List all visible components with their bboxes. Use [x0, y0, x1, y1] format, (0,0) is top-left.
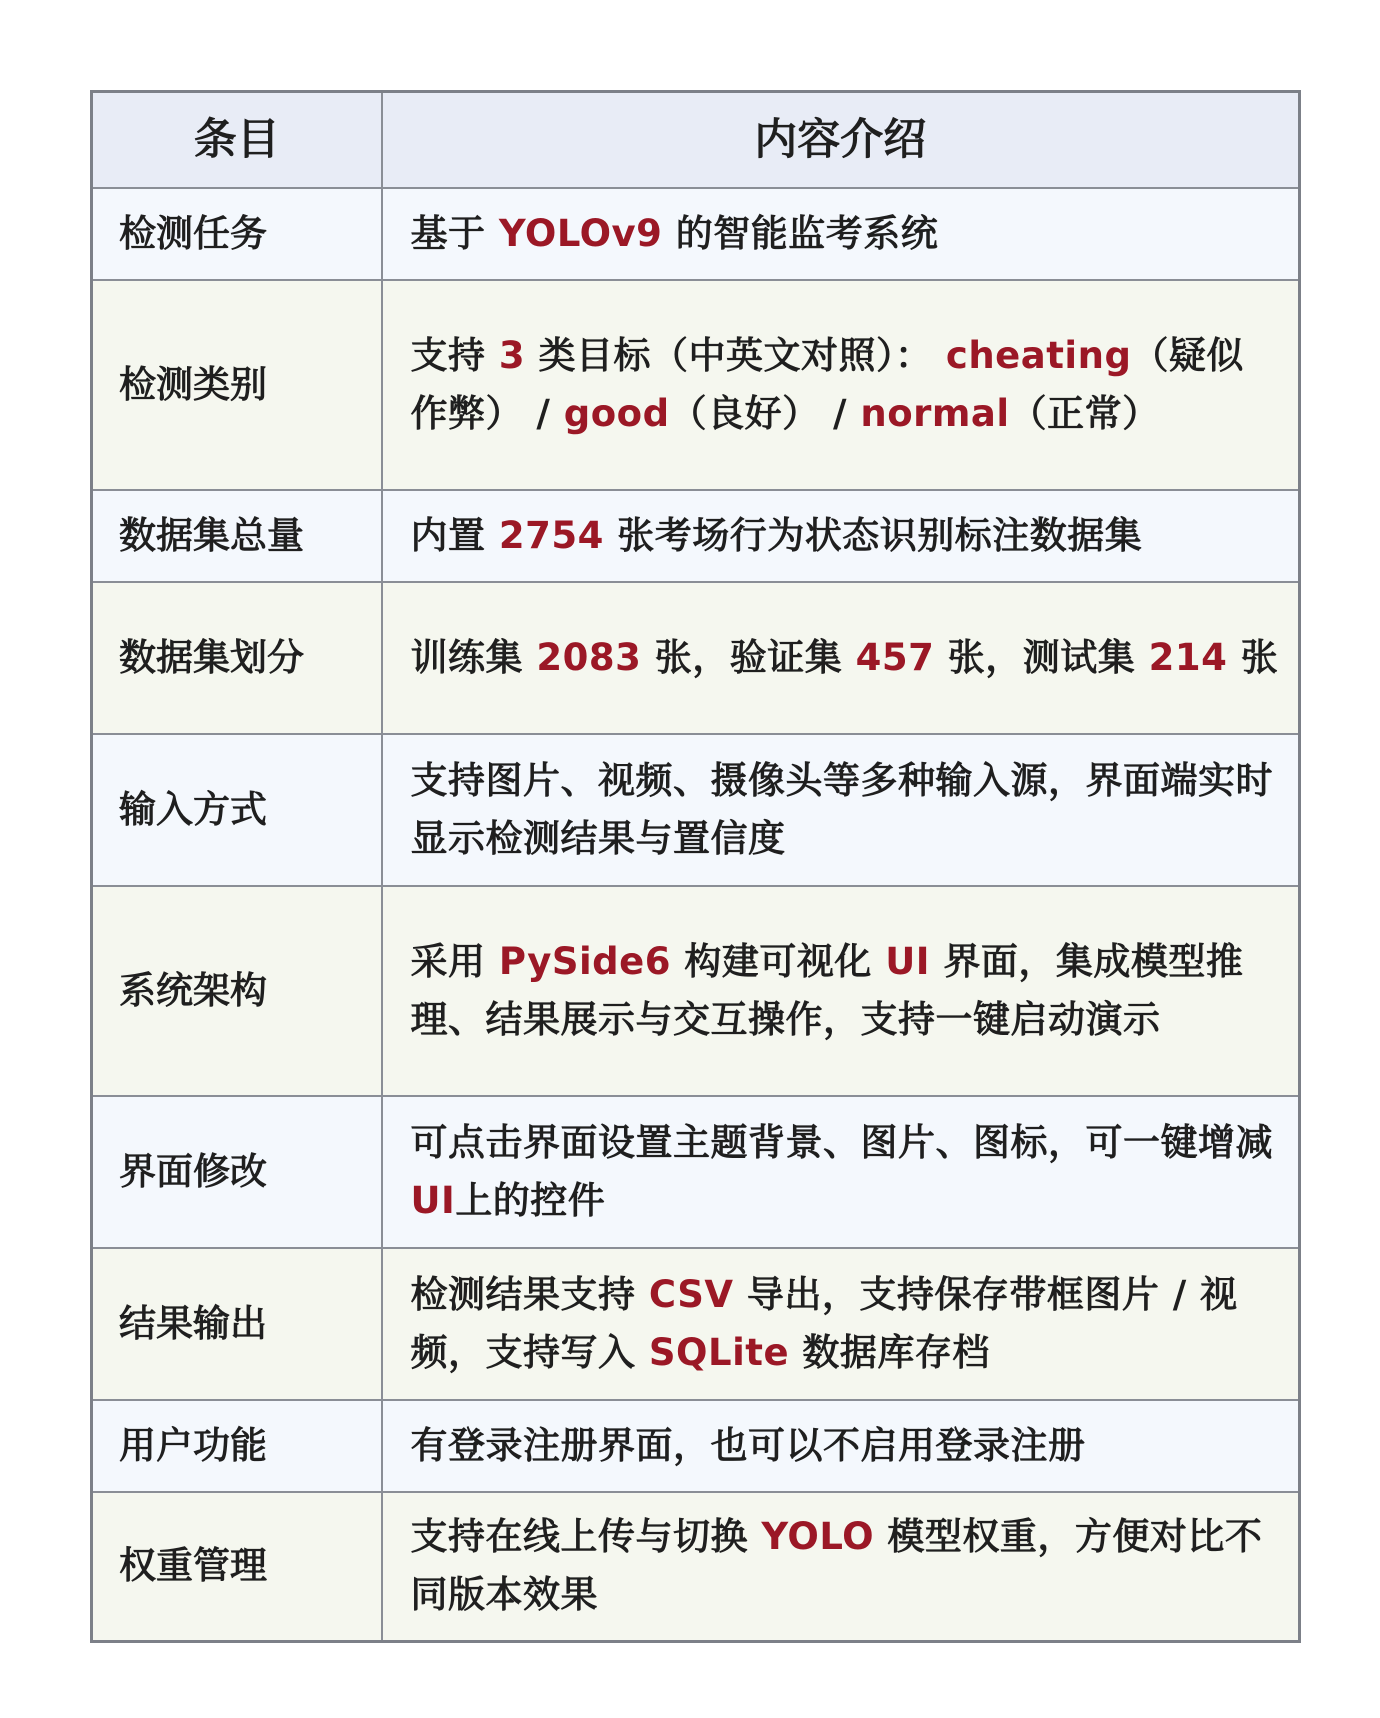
value-text: 构建可视化: [670, 939, 886, 983]
value-text: 张，验证集: [641, 635, 856, 679]
value-text: （正常）: [1009, 391, 1160, 435]
table-row: [92, 490, 1300, 582]
value-text: 支持图片、视频、摄像头等多种输入源，界面端实时显示检测结果与置信度: [410, 758, 1273, 860]
value-text: 类目标（中英文对照）：: [525, 333, 946, 377]
row-key: 结果输出: [92, 1248, 382, 1400]
highlight-text: 2083: [536, 635, 642, 679]
row-key: 检测任务: [92, 188, 382, 280]
table-row: [92, 1492, 1300, 1642]
value-text: 基于: [410, 211, 499, 255]
table-row: [92, 582, 1300, 734]
highlight-text: 214: [1148, 635, 1228, 679]
value-text: 导出，支持保存带框图片 / 视频，支持写入: [410, 1272, 1238, 1374]
value-text: 的智能监考系统: [662, 211, 939, 255]
row-key: 数据集划分: [92, 582, 382, 734]
header-item: 条目: [92, 92, 382, 188]
row-value: [382, 734, 1300, 886]
highlight-text: UI: [885, 939, 931, 983]
value-text: 模型权重，方便对比不同版本效果: [410, 1515, 1263, 1617]
value-text: 采用: [410, 939, 499, 983]
row-value: [382, 1096, 1300, 1248]
value-text: 检测结果支持: [410, 1272, 649, 1316]
row-key: 用户功能: [92, 1400, 382, 1492]
highlight-text: normal: [860, 391, 1010, 435]
highlight-text: good: [563, 391, 670, 435]
highlight-text: CSV: [648, 1272, 734, 1316]
value-text: 可点击界面设置主题背景、图片、图标，可一键增减: [410, 1120, 1273, 1164]
row-value: [382, 1248, 1300, 1400]
row-value: [382, 1492, 1300, 1642]
value-text: （良好） /: [669, 391, 861, 435]
row-value: [382, 886, 1300, 1096]
highlight-text: YOLOv9: [498, 211, 663, 255]
table-row: [92, 734, 1300, 886]
spec-table-container: [90, 90, 1298, 1643]
value-text: 上的控件: [455, 1178, 606, 1222]
value-text: 有登录注册界面，也可以不启用登录注册: [410, 1423, 1086, 1467]
value-text: （疑似作弊） /: [410, 333, 1244, 435]
value-text: 张考场行为状态识别标注数据集: [603, 513, 1143, 557]
row-value: [382, 490, 1300, 582]
highlight-text: 2754: [498, 513, 604, 557]
table-row: [92, 1248, 1300, 1400]
table-row: [92, 1400, 1300, 1492]
header-description: 内容介绍: [382, 92, 1300, 188]
value-text: 数据库存档: [789, 1330, 990, 1374]
row-value: [382, 582, 1300, 734]
highlight-text: 457: [855, 635, 935, 679]
highlight-text: PySide6: [498, 939, 671, 983]
row-value: [382, 188, 1300, 280]
table-row: [92, 1096, 1300, 1248]
table-header-row: [92, 92, 1300, 188]
row-key: 检测类别: [92, 280, 382, 490]
highlight-text: 3: [498, 333, 526, 377]
value-text: 张: [1227, 635, 1279, 679]
table-row: [92, 886, 1300, 1096]
value-text: 内置: [410, 513, 499, 557]
highlight-text: SQLite: [648, 1330, 790, 1374]
row-key: 输入方式: [92, 734, 382, 886]
spec-table: [90, 90, 1301, 1643]
value-text: 张，测试集: [934, 635, 1149, 679]
row-key: 界面修改: [92, 1096, 382, 1248]
value-text: 训练集: [410, 635, 537, 679]
highlight-text: UI: [410, 1178, 456, 1222]
value-text: 支持: [410, 333, 499, 377]
highlight-text: cheating: [945, 333, 1132, 377]
row-key: 权重管理: [92, 1492, 382, 1642]
table-row: [92, 188, 1300, 280]
row-key: 数据集总量: [92, 490, 382, 582]
row-key: 系统架构: [92, 886, 382, 1096]
row-value: [382, 1400, 1300, 1492]
row-value: [382, 280, 1300, 490]
value-text: 界面，集成模型推理、结果展示与交互操作，支持一键启动演示: [410, 939, 1244, 1041]
value-text: 支持在线上传与切换: [410, 1515, 762, 1559]
highlight-text: YOLO: [761, 1515, 875, 1559]
table-row: [92, 280, 1300, 490]
